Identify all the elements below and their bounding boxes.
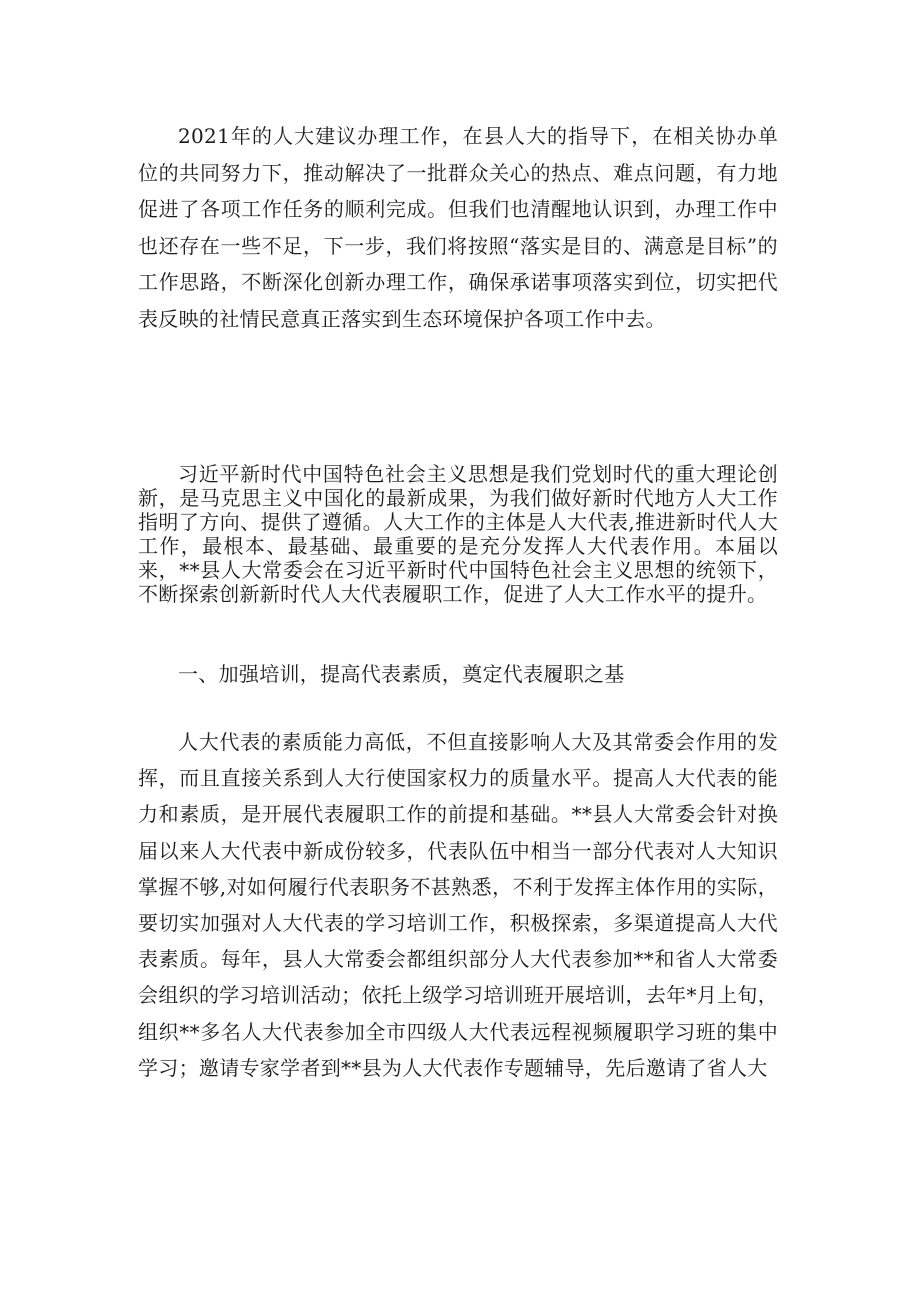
paragraph-deputy-training: 人大代表的素质能力高低，不但直接影响人大及其常委会作用的发挥，而且直接关系到人大行使国家权力的质量水平。提高人大代表的能力和素质，是开展代表履职工作的前提和基础。**县人大常委会针对换届以来人大代表中新成份较多，代表队伍中相当一部分代表对人大知识掌握不够,对如何履行代表职务不甚熟悉，不利于发挥主体作用的实际，要切实加强对人大代表的学习培训工作，积极探索，多渠道提高人大代表素质。每年，县人大常委会都组织部分人大代表参加**和省人大常委会组织的学习培训活动；依托上级学习培训班开展培训，去年*月上旬，组织**多名人大代表参加全市四级人大代表远程视频履职学习班的集中学习；邀请专家学者到**县为人大代表作专题辅导，先后邀请了省人大 [138,730,778,1080]
paragraph-new-era-thought-intro: 习近平新时代中国特色社会主义思想是我们党划时代的重大理论创新，是马克思主义中国化的最新成果，为我们做好新时代地方人大工作指明了方向、提供了遵循。人大工作的主体是人大代表,推进新时代人大工作，最根本、最基础、最重要的是充分发挥人大代表作用。本届以来，**县人大常委会在习近平新时代中国特色社会主义思想的统领下，不断探索创新新时代人大代表履职工作，促进了人大工作水平的提升。 [138,462,778,606]
paragraph-suggestion-handling-summary: 2021年的人大建议办理工作，在县人大的指导下，在相关协办单位的共同努力下，推动解决了一批群众关心的热点、难点问题，有力地促进了各项工作任务的顺利完成。但我们也清醒地认识到，办理工作中也还存在一些不足，下一步，我们将按照“落实是目的、满意是目标”的工作思路，不断深化创新办理工作，确保承诺事项落实到位，切实把代表反映的社情民意真正落实到生态环境保护各项工作中去。 [138,124,778,331]
section-heading-training: 一、加强培训，提高代表素质，奠定代表履职之基 [178,662,625,686]
